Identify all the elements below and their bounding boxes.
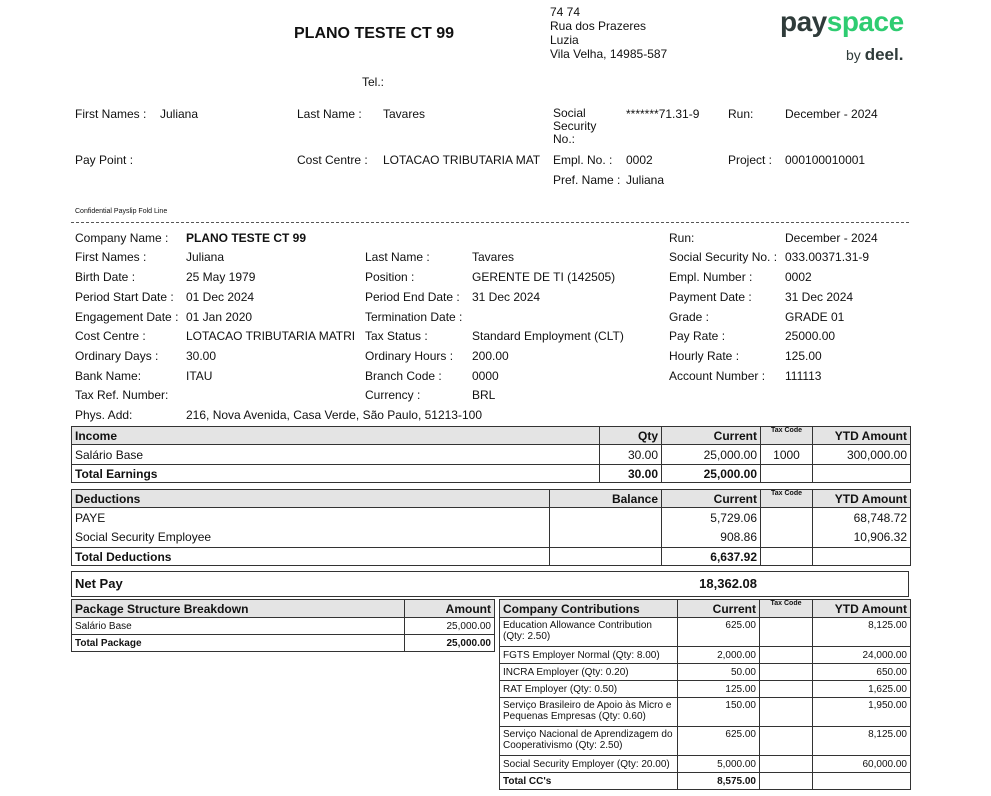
deduction-balance	[550, 528, 662, 548]
contributions-header-row	[500, 600, 911, 618]
last-name-value: Tavares	[383, 107, 426, 121]
details-first-names-label: First Names :	[75, 250, 147, 264]
contribution-current: 50.00	[678, 664, 760, 681]
engagement-date-label: Engagement Date :	[75, 310, 179, 324]
income-table	[71, 426, 911, 483]
period-end-value: 31 Dec 2024	[472, 290, 541, 304]
deductions-header-row	[72, 490, 911, 508]
deduction-tax-code	[761, 508, 813, 528]
empty-cell	[550, 548, 662, 566]
branch-code-label: Branch Code :	[365, 369, 442, 383]
run-value: December - 2024	[785, 107, 878, 121]
ytd-header: YTD Amount	[813, 600, 911, 618]
company-address	[550, 5, 750, 61]
hourly-rate-label: Hourly Rate :	[669, 349, 740, 363]
fold-line	[71, 222, 909, 223]
income-item-name: Salário Base	[72, 445, 600, 465]
ssn-value: *******71.31-9	[626, 107, 700, 121]
tax-ref-label: Tax Ref. Number:	[75, 388, 169, 402]
contribution-name: Education Allowance Contribution (Qty: 2.50)	[500, 618, 678, 647]
grade-value: GRADE 01	[785, 310, 845, 324]
net-pay-box	[71, 571, 909, 597]
total-earnings-qty: 30.00	[600, 465, 662, 483]
account-number-label: Account Number :	[669, 369, 766, 383]
ssn-label-line: Social	[553, 106, 586, 120]
project-value: 000100010001	[785, 153, 866, 167]
contribution-tax-code	[760, 756, 813, 773]
bank-name-label: Bank Name:	[75, 369, 142, 383]
account-number-value: 111113	[785, 369, 822, 383]
grade-label: Grade :	[669, 310, 710, 324]
period-end-label: Period End Date :	[365, 290, 460, 304]
empty-cell	[761, 465, 813, 483]
ssn-label-line: No.:	[553, 132, 576, 146]
contribution-tax-code	[760, 698, 813, 727]
deductions-total-row	[72, 548, 911, 566]
table-row	[500, 618, 911, 647]
deduction-name: PAYE	[72, 508, 550, 528]
deduction-current: 908.86	[662, 528, 761, 548]
current-header: Current	[662, 427, 761, 445]
ordinary-hours-value: 200.00	[472, 349, 509, 363]
tax-code-header: Tax Code	[761, 490, 813, 508]
payment-date-value: 31 Dec 2024	[785, 290, 854, 304]
income-header: Income	[72, 427, 600, 445]
package-total-row	[72, 635, 495, 652]
current-header: Current	[662, 490, 761, 508]
contributions-table	[499, 599, 911, 790]
engagement-date-value: 01 Jan 2020	[186, 310, 253, 324]
contribution-tax-code	[760, 647, 813, 664]
income-header-row	[72, 427, 911, 445]
empl-no-label: Empl. No. :	[553, 153, 613, 167]
empty-cell	[813, 465, 911, 483]
contribution-current: 125.00	[678, 681, 760, 698]
contribution-tax-code	[760, 618, 813, 647]
tax-code-header: Tax Code	[761, 427, 813, 445]
pay-rate-label: Pay Rate :	[669, 329, 726, 343]
bank-name-value: ITAU	[186, 369, 213, 383]
details-last-name-value: Tavares	[472, 250, 515, 264]
deduction-ytd: 68,748.72	[813, 508, 911, 528]
table-row	[72, 445, 911, 465]
contribution-name: Serviço Nacional de Aprendizagem do Cooperativismo (Qty: 2.50)	[500, 727, 678, 756]
company-title: PLANO TESTE CT 99	[294, 25, 455, 42]
details-first-names-value: Juliana	[186, 250, 225, 264]
fold-line-label: Confidential Payslip Fold Line	[75, 208, 168, 215]
phys-add-label: Phys. Add:	[75, 408, 133, 422]
package-table	[71, 599, 495, 652]
ytd-header: YTD Amount	[813, 490, 911, 508]
tax-status-value: Standard Employment (CLT)	[472, 329, 624, 343]
ordinary-hours-label: Ordinary Hours :	[365, 349, 454, 363]
current-header: Current	[678, 600, 760, 618]
contributions-total-row	[500, 773, 911, 790]
net-pay-value: 18,362.08	[699, 576, 757, 591]
table-row	[500, 647, 911, 664]
empty-cell	[760, 773, 813, 790]
empty-cell	[813, 773, 911, 790]
birth-date-label: Birth Date :	[75, 270, 136, 284]
empl-number-value: 0002	[785, 270, 812, 284]
payment-date-label: Payment Date :	[669, 290, 752, 304]
pay-point-label: Pay Point :	[75, 153, 134, 167]
period-start-label: Period Start Date :	[75, 290, 174, 304]
table-row	[500, 756, 911, 773]
address-line: Vila Velha, 14985-587	[550, 47, 668, 61]
payspace-logo	[780, 6, 904, 38]
period-start-value: 01 Dec 2024	[186, 290, 255, 304]
income-item-ytd: 300,000.00	[813, 445, 911, 465]
first-names-value: Juliana	[160, 107, 199, 121]
contribution-tax-code	[760, 727, 813, 756]
cost-centre-label: Cost Centre :	[297, 153, 368, 167]
empty-cell	[761, 548, 813, 566]
total-package-amount: 25,000.00	[405, 635, 495, 652]
qty-header: Qty	[600, 427, 662, 445]
contribution-tax-code	[760, 681, 813, 698]
balance-header: Balance	[550, 490, 662, 508]
contribution-name: Serviço Brasileiro de Apoio às Micro e Pequenas Empresas (Qty: 0.60)	[500, 698, 678, 727]
contribution-current: 150.00	[678, 698, 760, 727]
logo-text-space: space	[826, 6, 904, 37]
termination-date-label: Termination Date :	[365, 310, 463, 324]
branch-code-value: 0000	[472, 369, 499, 383]
deductions-header: Deductions	[72, 490, 550, 508]
birth-date-value: 25 May 1979	[186, 270, 256, 284]
last-name-label: Last Name :	[297, 107, 362, 121]
contribution-ytd: 8,125.00	[813, 727, 911, 756]
ssn-label-line: Security	[553, 119, 597, 133]
contribution-ytd: 8,125.00	[813, 618, 911, 647]
tel-label: Tel.:	[362, 75, 385, 89]
amount-header: Amount	[405, 600, 495, 618]
run-label: Run:	[728, 107, 754, 121]
company-name-label: Company Name :	[75, 231, 169, 245]
ordinary-days-label: Ordinary Days :	[75, 349, 159, 363]
contribution-current: 5,000.00	[678, 756, 760, 773]
contribution-ytd: 24,000.00	[813, 647, 911, 664]
empty-cell	[813, 548, 911, 566]
pay-rate-value: 25000.00	[785, 329, 836, 343]
logo-text-by: by	[846, 47, 865, 63]
currency-value: BRL	[472, 388, 496, 402]
ssn-label	[553, 107, 596, 146]
table-row	[72, 508, 911, 528]
contribution-name: Social Security Employer (Qty: 20.00)	[500, 756, 678, 773]
contribution-name: INCRA Employer (Qty: 0.20)	[500, 664, 678, 681]
contributions-header: Company Contributions	[500, 600, 678, 618]
contribution-name: FGTS Employer Normal (Qty: 8.00)	[500, 647, 678, 664]
table-row	[500, 698, 911, 727]
contribution-ytd: 650.00	[813, 664, 911, 681]
company-name-value: PLANO TESTE CT 99	[186, 231, 307, 245]
address-line: Luzia	[550, 33, 579, 47]
details-ssn-value: 033.00371.31-9	[785, 250, 870, 264]
details-run-label: Run:	[669, 231, 695, 245]
total-cc-label: Total CC's	[500, 773, 678, 790]
details-run-value: December - 2024	[785, 231, 878, 245]
total-deductions-label: Total Deductions	[72, 548, 550, 566]
table-row	[72, 528, 911, 548]
address-line: Rua dos Prazeres	[550, 19, 647, 33]
income-item-qty: 30.00	[600, 445, 662, 465]
first-names-label: First Names :	[75, 107, 147, 121]
details-last-name-label: Last Name :	[365, 250, 430, 264]
contribution-current: 625.00	[678, 727, 760, 756]
contribution-ytd: 1,625.00	[813, 681, 911, 698]
income-item-tax-code: 1000	[761, 445, 813, 465]
ytd-header: YTD Amount	[813, 427, 911, 445]
deduction-tax-code	[761, 528, 813, 548]
table-row	[500, 727, 911, 756]
contribution-current: 2,000.00	[678, 647, 760, 664]
table-row	[500, 664, 911, 681]
package-item-amount: 25,000.00	[405, 618, 495, 635]
contribution-current: 625.00	[678, 618, 760, 647]
project-label: Project :	[728, 153, 773, 167]
tax-code-header: Tax Code	[760, 600, 813, 618]
pref-name-label: Pref. Name :	[553, 173, 621, 187]
cost-centre-value: LOTACAO TRIBUTARIA MAT	[383, 153, 541, 167]
total-cc-current: 8,575.00	[678, 773, 760, 790]
details-cost-centre-label: Cost Centre :	[75, 329, 146, 343]
contribution-ytd: 1,950.00	[813, 698, 911, 727]
deduction-name: Social Security Employee	[72, 528, 550, 548]
ordinary-days-value: 30.00	[186, 349, 217, 363]
contribution-name: RAT Employer (Qty: 0.50)	[500, 681, 678, 698]
deductions-table	[71, 489, 911, 566]
income-item-current: 25,000.00	[662, 445, 761, 465]
contribution-tax-code	[760, 664, 813, 681]
tax-status-label: Tax Status :	[365, 329, 428, 343]
total-earnings-label: Total Earnings	[72, 465, 600, 483]
total-package-label: Total Package	[72, 635, 405, 652]
deduction-current: 5,729.06	[662, 508, 761, 528]
address-line: 74 74	[550, 5, 581, 19]
position-value: GERENTE DE TI (142505)	[472, 270, 616, 284]
position-label: Position :	[365, 270, 415, 284]
currency-label: Currency :	[365, 388, 421, 402]
package-header: Package Structure Breakdown	[72, 600, 405, 618]
empl-number-label: Empl. Number :	[669, 270, 753, 284]
total-deductions-current: 6,637.92	[662, 548, 761, 566]
total-earnings-current: 25,000.00	[662, 465, 761, 483]
net-pay-label: Net Pay	[75, 576, 123, 591]
table-row	[500, 681, 911, 698]
deel-logo	[846, 45, 903, 65]
empl-no-value: 0002	[626, 153, 653, 167]
income-total-row	[72, 465, 911, 483]
pref-name-value: Juliana	[626, 173, 665, 187]
logo-text-pay: pay	[780, 6, 827, 37]
table-row	[72, 618, 495, 635]
deduction-ytd: 10,906.32	[813, 528, 911, 548]
package-header-row	[72, 600, 495, 618]
package-item-name: Salário Base	[72, 618, 405, 635]
details-cost-centre-value: LOTACAO TRIBUTARIA MATRI	[186, 329, 356, 343]
phys-add-value: 216, Nova Avenida, Casa Verde, São Paulo, 51213-100	[186, 408, 482, 422]
hourly-rate-value: 125.00	[785, 349, 822, 363]
logo-text-deel: deel.	[864, 45, 904, 64]
details-ssn-label: Social Security No. :	[669, 250, 778, 264]
contribution-ytd: 60,000.00	[813, 756, 911, 773]
deduction-balance	[550, 508, 662, 528]
